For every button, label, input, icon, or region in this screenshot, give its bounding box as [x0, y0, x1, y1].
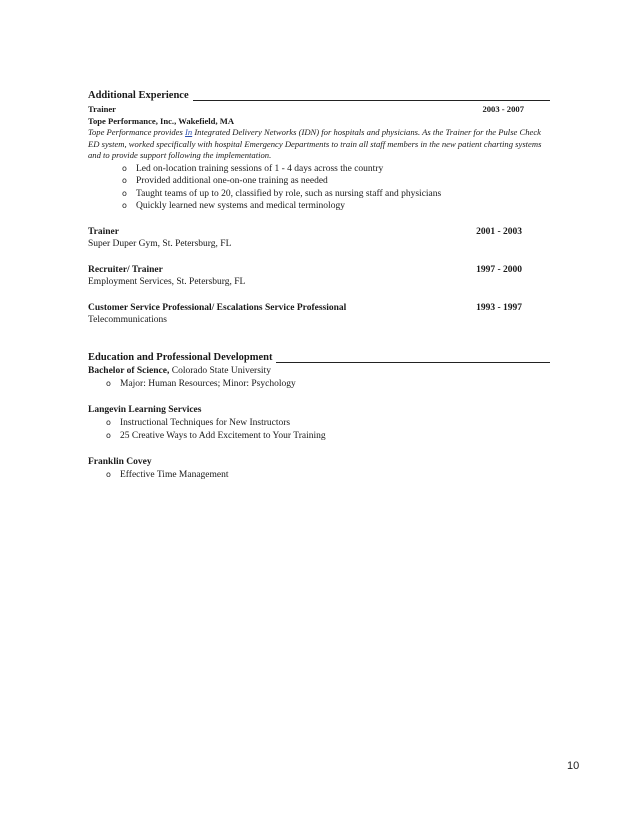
job-entry-employment	[88, 264, 550, 288]
program-bullets	[88, 417, 550, 442]
job-years: 2003 - 2007	[482, 104, 524, 114]
heading-rule	[276, 353, 550, 363]
list-item: o 25 Creative Ways to Add Excitement to Your Training	[106, 430, 326, 441]
list-item: o Led on-location training sessions of 1 - 4 days across the country	[122, 163, 384, 174]
job-title: Trainer	[88, 226, 119, 237]
degree-bullets	[88, 378, 550, 391]
education-heading: Education and Professional Development	[88, 352, 550, 363]
list-item: o Instructional Techniques for New Instructors	[106, 418, 291, 428]
job-bullets	[88, 163, 550, 213]
list-item: o Quickly learned new systems and medical terminology	[122, 201, 345, 211]
program-name: Langevin Learning Services	[88, 405, 202, 415]
job-entry-telecom	[88, 302, 550, 326]
additional-experience-heading: Additional Experience	[88, 90, 550, 101]
list-item: o Taught teams of up to 20, classified by role, such as nursing staff and physicians	[122, 188, 442, 199]
job-title: Recruiter/ Trainer	[88, 264, 163, 275]
job-title: Trainer	[88, 104, 117, 114]
degree-entry	[88, 365, 550, 391]
job-years: 1997 - 2000	[476, 264, 522, 275]
program-name: Franklin Covey	[88, 457, 152, 467]
job-years: 1993 - 1997	[476, 302, 522, 313]
list-item: o Provided additional one-on-one training as needed	[122, 176, 328, 186]
job-company: Super Duper Gym, St. Petersburg, FL	[88, 238, 232, 249]
job-entry-tope	[88, 103, 550, 213]
program-bullets	[88, 469, 550, 482]
degree-school: Colorado State University	[169, 365, 271, 376]
job-entry-gym	[88, 226, 550, 250]
job-description: Tope Performance provides In Integrated Delivery Networks (IDN) for hospitals and physicians. As the Trainer for the Pulse Check ED system, worked specifically with hospital Emergency Departments to train all staff members in the new patient charting systems and to provide support following the implementation.	[88, 127, 542, 160]
program-entry-langevin	[88, 404, 550, 442]
heading-rule	[193, 91, 550, 101]
resume-page	[88, 90, 550, 482]
list-item: o Effective Time Management	[106, 470, 229, 480]
list-item: o Major: Human Resources; Minor: Psychology	[106, 378, 296, 389]
job-company: Telecommunications	[88, 314, 168, 325]
program-entry-franklin	[88, 456, 550, 482]
degree-name: Bachelor of Science,	[88, 365, 170, 376]
job-title: Customer Service Professional/ Escalations Service Professional	[88, 302, 347, 313]
job-company: Tope Performance, Inc., Wakefield, MA	[88, 116, 235, 126]
job-years: 2001 - 2003	[476, 226, 522, 237]
spellcheck-word: In	[185, 127, 193, 137]
page-number: 10	[567, 760, 580, 772]
job-company: Employment Services, St. Petersburg, FL	[88, 276, 246, 287]
